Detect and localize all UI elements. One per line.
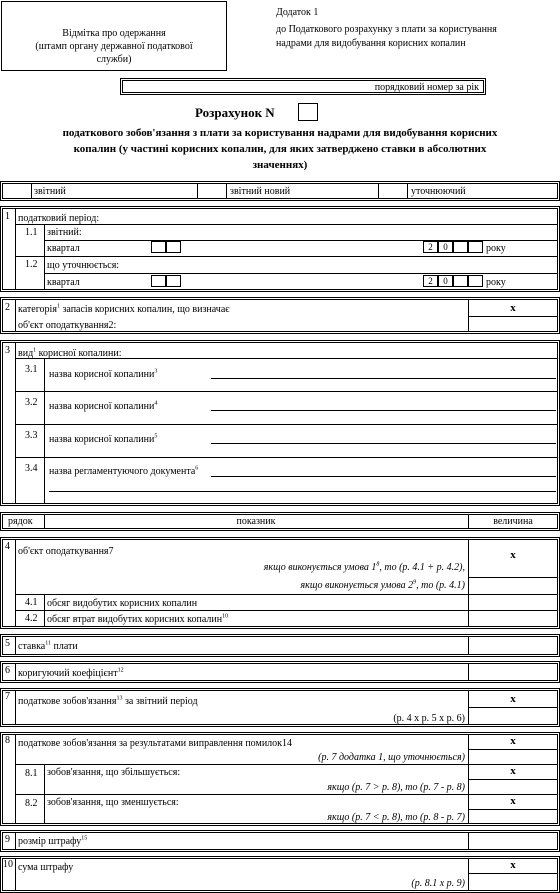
section-3-1-input-line[interactable]	[211, 378, 556, 379]
section-4-label: об'єкт оподаткування7	[18, 546, 114, 557]
section-7-value-field[interactable]	[469, 708, 558, 725]
section-3-4-number: 3.4	[25, 463, 38, 474]
section-4-condition-1: якщо виконується умова $1^8$, то (р. 4.1 + р. 4.2),	[263, 561, 465, 573]
subtitle-line-2: копалин (у частині корисних копалин, для яких затверджено ставки в абсолютних	[73, 143, 487, 155]
calculation-number-field[interactable]	[298, 103, 318, 121]
section-4-2-value-field[interactable]	[469, 611, 558, 627]
annex-line-2: до Податкового розрахунку з плати за користування	[276, 24, 497, 35]
section-8-number: 8	[5, 735, 10, 746]
section-8-2-number: 8.2	[25, 798, 38, 809]
section-4-1-value-field[interactable]	[469, 595, 558, 610]
section-3-1-label: назва корисної копалини$^3$	[49, 368, 158, 380]
section-4-value-field[interactable]	[469, 578, 558, 594]
section-8-x-mark: x	[510, 735, 516, 747]
stamp-line-1: Відмітка про одержання	[62, 28, 166, 39]
section-10-label: сума штрафу	[18, 862, 74, 873]
section-1-2-number: 1.2	[25, 259, 38, 270]
section-8-formula: (р. 7 додатка 1, що уточнюється)	[318, 752, 465, 763]
section-3-number: 3	[5, 345, 10, 356]
table-header-indicator-col: показник	[236, 516, 276, 527]
section-1-2-quarter-label: квартал	[47, 277, 80, 288]
section-1-2-year-cell-2: 0	[438, 275, 453, 287]
section-1-number: 1	[5, 211, 10, 222]
section-9-label: розмір штрафу$^{15}$	[18, 835, 88, 847]
annex-line-3: надрами для видобування корисних копалин	[276, 38, 466, 49]
section-8-2-x-mark: x	[510, 795, 516, 807]
serial-number-label: порядковий номер за рік	[374, 82, 479, 93]
document-title: Розрахунок N	[195, 105, 275, 120]
section-3-1-number: 3.1	[25, 364, 38, 375]
section-10-formula: (р. 8.1 х р. 9)	[411, 878, 465, 889]
section-5-label: ставка$^{11}$ плати	[18, 640, 78, 652]
table-header-row-col: рядок	[8, 516, 33, 527]
section-3-3-input-line[interactable]	[211, 443, 556, 444]
doc-type-reporting-checkbox[interactable]	[2, 183, 32, 199]
section-10-x-mark: x	[510, 859, 516, 871]
section-1-1-quarter-cell-1[interactable]	[151, 241, 166, 253]
section-8-2-value-field[interactable]	[469, 810, 558, 824]
section-3-3-label: назва корисної копалини$^5$	[49, 433, 158, 445]
section-1-1-quarter-cell-2[interactable]	[166, 241, 181, 253]
section-2-value-field[interactable]	[469, 317, 558, 332]
section-4-1-label: обсяг видобутих корисних копалин	[47, 598, 198, 609]
doc-type-new-checkbox[interactable]	[197, 183, 227, 199]
section-10-number: 10	[3, 859, 13, 870]
table-header-value-col: величина	[493, 516, 533, 527]
section-7-x-mark: x	[510, 693, 516, 705]
stamp-box	[1, 1, 227, 71]
section-1-1-label: звітний:	[47, 227, 82, 238]
subtitle-line-1: податкового зобов'язання з плати за користування надрами для видобування корисних	[62, 127, 498, 139]
section-1-2-year-cell-4[interactable]	[468, 275, 483, 287]
section-1-1-year-cell-3[interactable]	[453, 241, 468, 253]
section-10-value-field[interactable]	[469, 874, 558, 891]
section-3-4-label: назва регламентуючого документа$^6$	[49, 465, 199, 477]
section-7-label: податкове зобов'язання$^{13}$ за звітний період	[18, 695, 198, 707]
section-3-2-number: 3.2	[25, 397, 38, 408]
section-1-2-quarter-cell-1[interactable]	[151, 275, 166, 287]
section-9-value-field[interactable]	[469, 832, 558, 850]
section-1-1-year-cell-4[interactable]	[468, 241, 483, 253]
section-9-number: 9	[5, 834, 10, 845]
doc-type-clarifying-checkbox[interactable]	[378, 183, 408, 199]
doc-type-clarifying-label: уточнюючий	[411, 186, 466, 197]
subtitle-line-3: значеннях)	[252, 159, 308, 171]
section-4-condition-2: якщо виконується умова $2^9$, то (р. 4.1)	[300, 579, 465, 591]
section-4-1-number: 4.1	[25, 597, 38, 608]
section-3-4-input-line-1[interactable]	[211, 476, 556, 477]
doc-type-new-label: звітний новий	[230, 186, 291, 197]
section-1-1-year-cell-1: 2	[423, 241, 438, 253]
section-8-label: податкове зобов'язання за результатами виправлення помилок14	[18, 738, 293, 749]
section-4-number: 4	[5, 541, 10, 552]
section-2-number: 2	[5, 302, 10, 313]
doc-type-reporting-label: звітний	[34, 186, 66, 197]
section-6-label: коригуючий коефіцієнт$^{12}$	[18, 667, 124, 679]
section-1-2-label: що уточнюється:	[47, 260, 120, 271]
section-1-label: податковий період:	[18, 213, 100, 224]
section-7-number: 7	[5, 691, 10, 702]
section-4-2-label: обсяг втрат видобутих корисних копалин$^{10}$	[47, 613, 229, 625]
section-1-2-quarter-cell-2[interactable]	[166, 275, 181, 287]
section-2-x-mark: x	[510, 302, 516, 314]
section-3-4-input-line-2[interactable]	[49, 491, 556, 492]
section-8-2-label: зобов'язання, що зменшується:	[47, 797, 179, 808]
section-6-value-field[interactable]	[469, 663, 558, 681]
section-1-1-year-cell-2: 0	[438, 241, 453, 253]
annex-line-1: Додаток 1	[276, 7, 319, 18]
stamp-line-2: (штамп органу державної податкової	[35, 41, 193, 52]
section-8-1-x-mark: x	[510, 765, 516, 777]
section-5-number: 5	[5, 638, 10, 649]
section-8-1-number: 8.1	[25, 768, 38, 779]
section-3-3-number: 3.3	[25, 430, 38, 441]
section-1-2-year-cell-1: 2	[423, 275, 438, 287]
section-8-1-value-field[interactable]	[469, 780, 558, 794]
section-3-2-label: назва корисної копалини$^4$	[49, 400, 158, 412]
section-1-1-quarter-label: квартал	[47, 243, 80, 254]
section-2-label-line-2: об'єкт оподаткування2:	[18, 320, 117, 331]
section-8-value-field[interactable]	[469, 750, 558, 764]
section-1-2-year-label: року	[486, 277, 506, 288]
section-8-2-formula: якщо (р. 7 < р. 8), то (р. 8 - р. 7)	[327, 812, 465, 823]
section-6-number: 6	[5, 665, 10, 676]
section-4-2-number: 4.2	[25, 613, 38, 624]
section-4-x-mark: x	[510, 549, 516, 561]
section-8-1-label: зобов'язання, що збільшується:	[47, 767, 181, 778]
section-2-label-line-1: категорія$^1$ запасів корисних копалин, що визначає	[18, 303, 230, 315]
section-7-formula: (р. 4 х р. 5 х р. 6)	[393, 713, 465, 724]
stamp-line-3: служби)	[96, 54, 132, 65]
section-5-value-field[interactable]	[469, 636, 558, 655]
section-3	[0, 340, 560, 506]
section-1-1-number: 1.1	[25, 227, 38, 238]
section-8-1-formula: якщо (р. 7 > р. 8), то (р. 7 - р. 8)	[327, 782, 465, 793]
section-3-label: вид$^1$ корисної копалини:	[18, 347, 122, 359]
section-1-1-year-label: року	[486, 243, 506, 254]
section-1-2-year-cell-3[interactable]	[453, 275, 468, 287]
section-3-2-input-line[interactable]	[211, 410, 556, 411]
serial-number-field[interactable]	[120, 78, 486, 95]
